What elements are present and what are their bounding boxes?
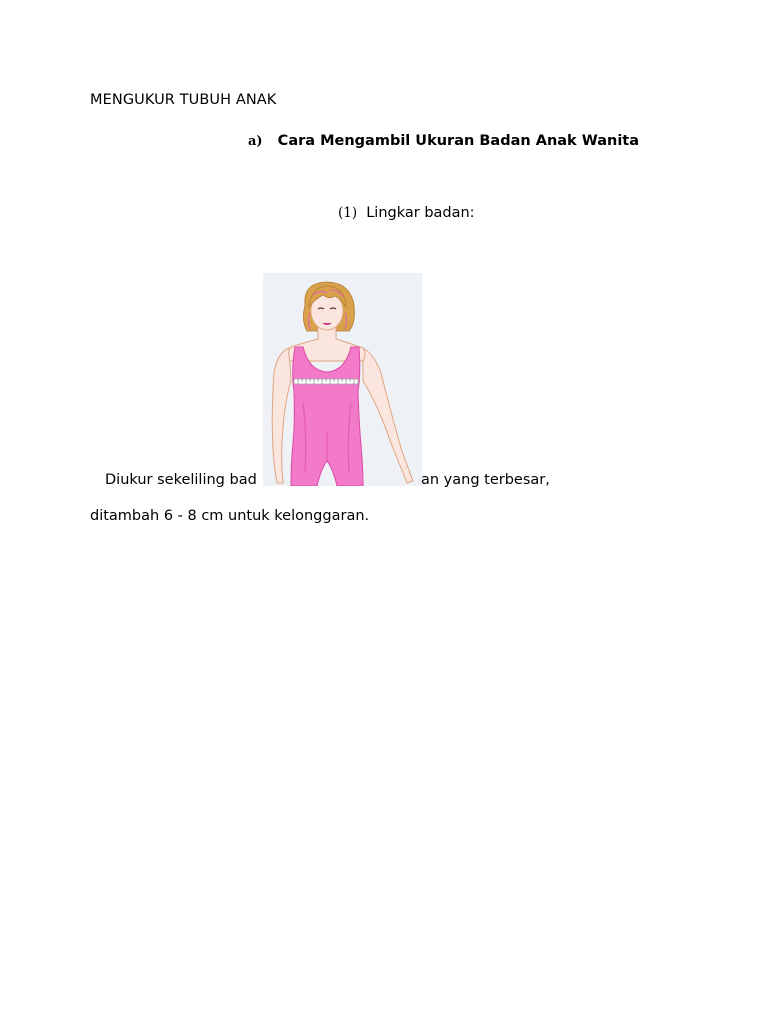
paragraph-line-1-end: an yang terbesar, (421, 472, 550, 488)
mouth (323, 323, 331, 325)
sub-item-number: (1) (338, 205, 358, 221)
document-title: MENGUKUR TUBUH ANAK (90, 92, 277, 108)
section-heading (248, 130, 639, 149)
section-heading-text: Cara Mengambil Ukuran Badan Anak Wanita (277, 133, 640, 149)
paragraph-line-1-start: Diukur sekeliling bad (105, 472, 257, 488)
section-marker: a) (248, 134, 263, 149)
sub-item-label: Lingkar badan: (366, 205, 475, 221)
measurement-illustration (263, 273, 422, 486)
paragraph-line-2: ditambah 6 - 8 cm untuk kelonggaran. (90, 508, 370, 524)
sub-item (338, 202, 475, 221)
